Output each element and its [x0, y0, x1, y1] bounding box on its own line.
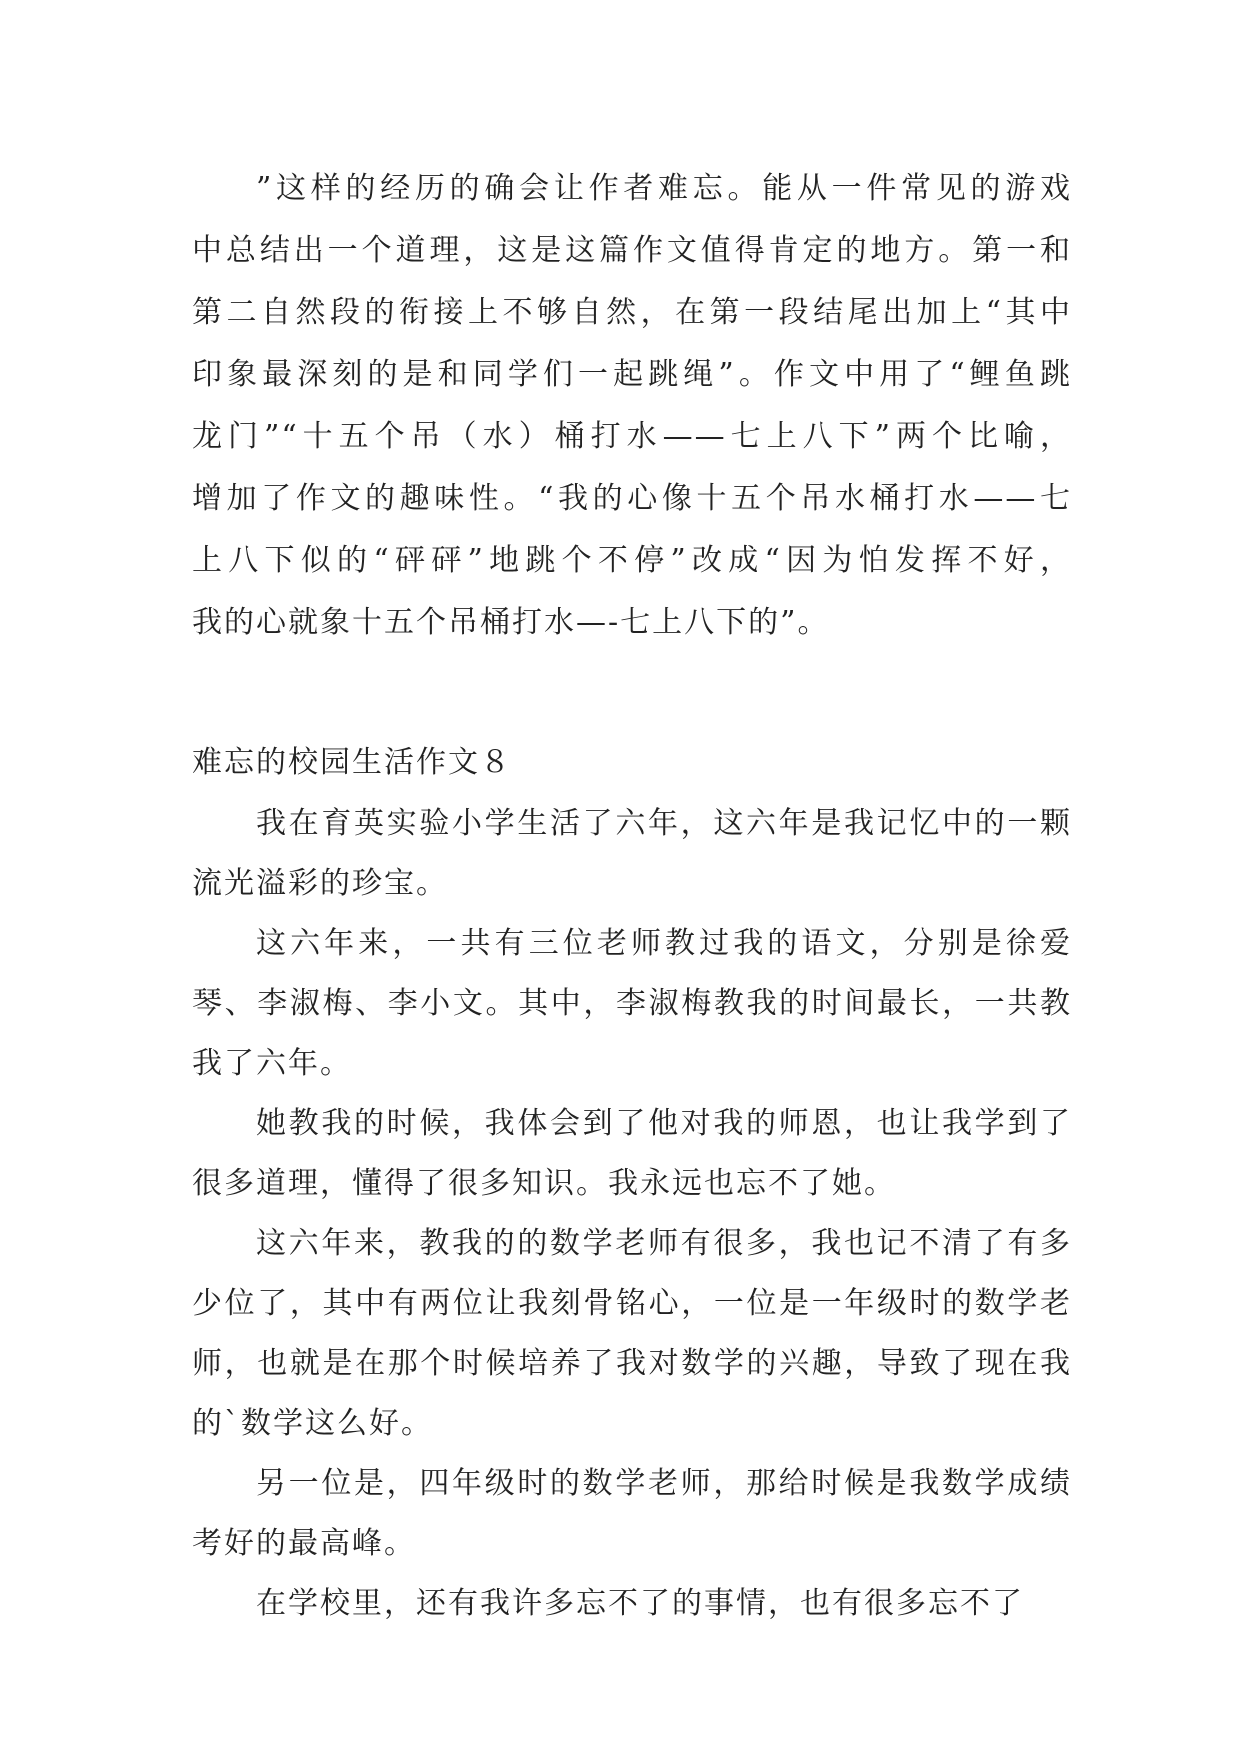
essay-paragraph: 在学校里，还有我许多忘不了的事情，也有很多忘不了: [256, 1586, 1024, 1621]
essay-paragraph: 她教我的时候，我体会到了他对我的师恩，也让我学到了很多道理，懂得了很多知识。我永远也忘不了她。: [192, 1106, 1072, 1201]
review-line: 印象最深刻的是和同学们一起跳绳”。作文中用了“鲤鱼跳: [192, 357, 1072, 392]
review-line: 上八下似的“砰砰”地跳个不停”改成“因为怕发挥不好，: [192, 543, 1072, 578]
essay-paragraph: 另一位是，四年级时的数学老师，那给时候是我数学成绩考好的最高峰。: [192, 1466, 1072, 1561]
essay-body: [192, 794, 1072, 1634]
review-line: ”这样的经历的确会让作者难忘。能从一件常见的游戏: [256, 171, 1072, 206]
essay-title: 难忘的校园生活作文８: [192, 745, 512, 780]
teacher-review: [192, 158, 1072, 654]
review-line: 龙门”“十五个吊（水）桶打水——七上八下”两个比喻，: [192, 419, 1072, 454]
review-line: 第二自然段的衔接上不够自然，在第一段结尾出加上“其中: [192, 295, 1072, 330]
essay-paragraph: 这六年来，教我的的数学老师有很多，我也记不清了有多少位了，其中有两位让我刻骨铭心，一位是一年级时的数学老师，也就是在那个时候培养了我对数学的兴趣，导致了现在我的`数学这么好。: [192, 1226, 1072, 1441]
review-line: 中总结出一个道理，这是这篇作文值得肯定的地方。第一和: [192, 233, 1072, 268]
text-column: [192, 158, 1072, 1634]
review-line: 增加了作文的趣味性。“我的心像十五个吊水桶打水——七: [192, 481, 1072, 516]
essay-paragraph: 这六年来，一共有三位老师教过我的语文，分别是徐爱琴、李淑梅、李小文。其中，李淑梅教我的时间最长，一共教我了六年。: [192, 926, 1072, 1081]
review-line: 我的心就象十五个吊桶打水—-七上八下的”。: [192, 605, 830, 640]
essay-paragraph: 我在育英实验小学生活了六年，这六年是我记忆中的一颗流光溢彩的珍宝。: [192, 806, 1072, 901]
